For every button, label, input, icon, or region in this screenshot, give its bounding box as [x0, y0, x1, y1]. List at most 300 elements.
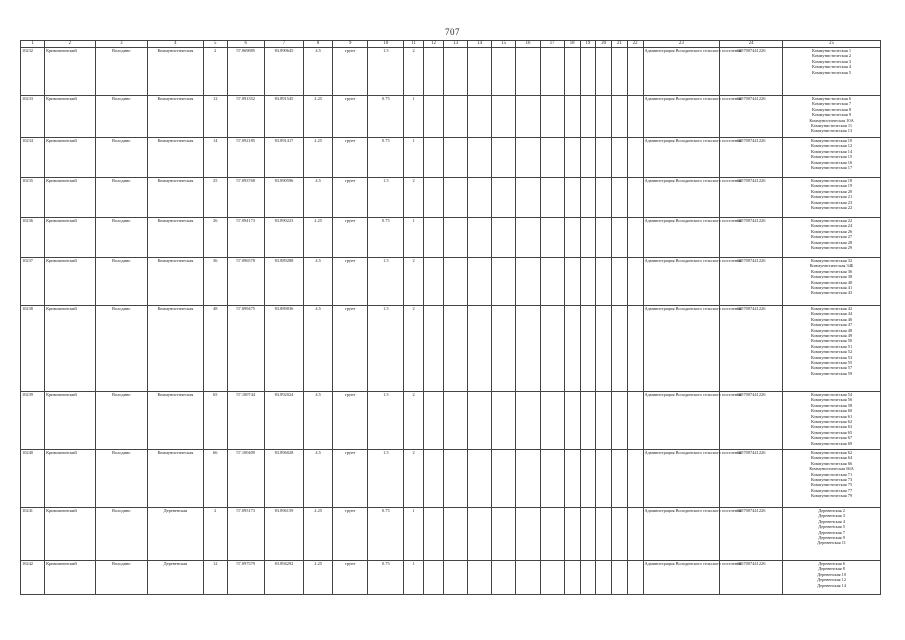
- cell-empty: [424, 218, 444, 258]
- cell-empty: [424, 450, 444, 508]
- cell-addresses: [783, 178, 881, 218]
- cell-count: 2: [404, 258, 424, 306]
- cell-house: 14: [203, 138, 227, 178]
- cell-latitude: 57.097579: [227, 561, 264, 595]
- address-line: Коммунистическая 10А: [809, 117, 854, 123]
- cell-street: Коммунистическая: [148, 450, 204, 508]
- cell-house: 2: [203, 508, 227, 561]
- cell-empty: [444, 178, 468, 218]
- cell-empty: [627, 96, 643, 138]
- cell-empty: [444, 138, 468, 178]
- address-line: Коммунистическая 61: [810, 413, 853, 419]
- cell-empty: [564, 258, 580, 306]
- cell-empty: [492, 561, 516, 595]
- table-row: [21, 258, 881, 306]
- cell-empty: [627, 258, 643, 306]
- table-row: [21, 218, 881, 258]
- address-line: Коммунистическая 62: [810, 450, 853, 455]
- cell-empty: [468, 178, 492, 218]
- cell-volume: 0.75: [368, 218, 404, 258]
- cell-empty: [564, 508, 580, 561]
- cell-addresses: [783, 508, 881, 561]
- cell-empty: [444, 450, 468, 508]
- column-number: 16: [516, 41, 540, 48]
- cell-owner: Администрация Володинского сельского поселения: [643, 258, 720, 306]
- cell-village: Володино: [95, 392, 148, 450]
- cell-empty: [596, 561, 612, 595]
- address-line: Коммунистическая 60: [810, 408, 853, 414]
- cell-empty: [580, 48, 596, 96]
- cell-empty: [596, 508, 612, 561]
- cell-id: 10234: [21, 138, 45, 178]
- cell-empty: [468, 508, 492, 561]
- cell-street: Коммунистическая: [148, 258, 204, 306]
- address-line: Коммунистическая 79: [810, 493, 853, 499]
- cell-empty: [424, 392, 444, 450]
- cell-village: Володино: [95, 306, 148, 392]
- cell-longitude: 83.890645: [264, 48, 304, 96]
- column-number: 23: [643, 41, 720, 48]
- cell-count: 1: [404, 138, 424, 178]
- cell-empty: [516, 178, 540, 218]
- address-line: Коммунистическая 62: [810, 419, 853, 425]
- cell-house: 66: [203, 450, 227, 508]
- cell-house: 65: [203, 392, 227, 450]
- address-line: Коммунистическая 16: [810, 159, 853, 165]
- cell-empty: [580, 96, 596, 138]
- cell-house: 2: [203, 48, 227, 96]
- address-line: Коммунистическая 67: [810, 435, 853, 441]
- cell-addresses: [783, 96, 881, 138]
- cell-empty: [612, 258, 628, 306]
- address-line: Коммунистическая 73: [810, 477, 853, 483]
- cell-empty: [627, 392, 643, 450]
- address-line: Коммунистическая 59: [810, 370, 853, 376]
- cell-street: Коммунистическая: [148, 178, 204, 218]
- cell-empty: [516, 96, 540, 138]
- cell-village: Володино: [95, 450, 148, 508]
- address-line: Деревенская 5: [818, 524, 845, 530]
- cell-surface: грунт: [332, 48, 368, 96]
- cell-empty: [516, 138, 540, 178]
- column-number: 4: [148, 41, 204, 48]
- cell-latitude: 57.100744: [227, 392, 264, 450]
- cell-empty: [516, 561, 540, 595]
- cell-empty: [612, 508, 628, 561]
- cell-area: 4.5: [304, 48, 332, 96]
- cell-empty: [564, 178, 580, 218]
- cell-settlement: Кривошеинский: [45, 450, 95, 508]
- column-number: 8: [304, 41, 332, 48]
- cell-house: 12: [203, 96, 227, 138]
- address-line: Коммунистическая 50: [810, 338, 853, 344]
- cell-id: 10238: [21, 306, 45, 392]
- table-row: [21, 138, 881, 178]
- column-number: 10: [368, 41, 404, 48]
- cell-empty: [596, 306, 612, 392]
- cell-settlement: Кривошеинский: [45, 178, 95, 218]
- cell-longitude: 83.894292: [264, 561, 304, 595]
- cell-village: Володино: [95, 96, 148, 138]
- address-line: Коммунистическая 69: [810, 440, 853, 446]
- address-line: Коммунистическая 10: [810, 138, 853, 143]
- cell-house: 48: [203, 306, 227, 392]
- address-line: Коммунистическая 65: [810, 429, 853, 435]
- cell-empty: [444, 96, 468, 138]
- address-line: Коммунистическая 20: [810, 188, 853, 194]
- cell-volume: 0.75: [368, 561, 404, 595]
- cell-latitude: 57.091352: [227, 96, 264, 138]
- cell-street: Коммунистическая: [148, 138, 204, 178]
- address-line: Коммунистическая 34Б: [809, 263, 854, 269]
- cell-addresses: [783, 561, 881, 595]
- cell-latitude: 57.092185: [227, 138, 264, 178]
- cell-owner: Администрация Володинского сельского поселения: [643, 96, 720, 138]
- cell-house: 12: [203, 561, 227, 595]
- cell-ogrn: 1057007441226: [720, 138, 783, 178]
- register-table: [20, 40, 881, 595]
- address-line: Коммунистическая 64: [810, 455, 853, 461]
- cell-settlement: Кривошеинский: [45, 508, 95, 561]
- cell-addresses: [783, 218, 881, 258]
- cell-id: 10235: [21, 178, 45, 218]
- cell-ogrn: 1057007441226: [720, 178, 783, 218]
- cell-empty: [612, 218, 628, 258]
- address-line: Деревенская 3: [818, 513, 845, 519]
- cell-volume: 1.5: [368, 178, 404, 218]
- cell-longitude: 83.892024: [264, 392, 304, 450]
- column-number: 21: [612, 41, 628, 48]
- cell-latitude: 57.100409: [227, 450, 264, 508]
- cell-settlement: Кривошеинский: [45, 561, 95, 595]
- cell-empty: [580, 450, 596, 508]
- cell-latitude: 57.096578: [227, 258, 264, 306]
- cell-empty: [516, 450, 540, 508]
- column-number: 12: [424, 41, 444, 48]
- cell-count: 1: [404, 218, 424, 258]
- address-line: Коммунистическая 3: [812, 58, 852, 64]
- address-line: Деревенская 4: [818, 518, 845, 524]
- cell-ogrn: 1057007441226: [720, 258, 783, 306]
- address-line: Коммунистическая 42: [810, 306, 853, 311]
- cell-empty: [468, 306, 492, 392]
- cell-empty: [612, 561, 628, 595]
- cell-empty: [468, 450, 492, 508]
- cell-empty: [580, 178, 596, 218]
- cell-empty: [580, 138, 596, 178]
- cell-empty: [468, 138, 492, 178]
- cell-empty: [627, 138, 643, 178]
- cell-empty: [492, 138, 516, 178]
- column-number: 6: [227, 41, 264, 48]
- cell-area: 4.5: [304, 392, 332, 450]
- address-line: Коммунистическая 52: [810, 349, 853, 355]
- table-row: [21, 508, 881, 561]
- cell-ogrn: 1057007441226: [720, 306, 783, 392]
- cell-empty: [468, 48, 492, 96]
- cell-id: 10233: [21, 96, 45, 138]
- column-number: 24: [720, 41, 783, 48]
- address-line: Коммунистическая 48: [810, 327, 853, 333]
- cell-empty: [596, 392, 612, 450]
- cell-empty: [627, 561, 643, 595]
- cell-addresses: [783, 306, 881, 392]
- cell-settlement: Кривошеинский: [45, 96, 95, 138]
- cell-empty: [564, 561, 580, 595]
- cell-surface: грунт: [332, 218, 368, 258]
- address-line: Деревенская 2: [818, 508, 845, 513]
- cell-area: 4.5: [304, 450, 332, 508]
- cell-empty: [540, 258, 564, 306]
- address-line: Коммунистическая 29: [810, 245, 853, 251]
- cell-empty: [612, 392, 628, 450]
- cell-house: 36: [203, 258, 227, 306]
- column-number: 5: [203, 41, 227, 48]
- address-line: Деревенская 8: [818, 566, 845, 572]
- cell-addresses: [783, 138, 881, 178]
- cell-empty: [596, 258, 612, 306]
- cell-empty: [540, 218, 564, 258]
- address-line: Коммунистическая 24: [810, 223, 853, 229]
- address-line: Деревенская 10: [817, 571, 847, 577]
- cell-empty: [492, 508, 516, 561]
- cell-longitude: 83.890596: [264, 178, 304, 218]
- address-line: Коммунистическая 28: [810, 239, 853, 245]
- address-line: Коммунистическая 4: [812, 64, 852, 70]
- cell-empty: [444, 306, 468, 392]
- cell-count: 1: [404, 96, 424, 138]
- address-line: Коммунистическая 13: [810, 128, 853, 134]
- cell-volume: 0.75: [368, 138, 404, 178]
- cell-empty: [627, 450, 643, 508]
- cell-empty: [424, 508, 444, 561]
- cell-volume: 1.5: [368, 48, 404, 96]
- cell-empty: [540, 561, 564, 595]
- cell-empty: [612, 306, 628, 392]
- address-line: Коммунистическая 18: [810, 178, 853, 183]
- cell-ogrn: 1057007441226: [720, 48, 783, 96]
- column-number: 25: [783, 41, 881, 48]
- cell-empty: [612, 48, 628, 96]
- address-line: Коммунистическая 17: [810, 165, 853, 171]
- cell-owner: Администрация Володинского сельского поселения: [643, 450, 720, 508]
- cell-empty: [627, 306, 643, 392]
- cell-count: 1: [404, 508, 424, 561]
- cell-longitude: 83.889288: [264, 258, 304, 306]
- address-line: Коммунистическая 5: [812, 69, 852, 75]
- cell-empty: [564, 138, 580, 178]
- cell-empty: [492, 218, 516, 258]
- column-number: 22: [627, 41, 643, 48]
- cell-latitude: 57.099475: [227, 306, 264, 392]
- cell-empty: [564, 96, 580, 138]
- cell-owner: Администрация Володинского сельского поселения: [643, 508, 720, 561]
- cell-volume: 1.5: [368, 392, 404, 450]
- cell-empty: [580, 306, 596, 392]
- cell-longitude: 83.889036: [264, 306, 304, 392]
- cell-owner: Администрация Володинского сельского поселения: [643, 392, 720, 450]
- address-line: Коммунистическая 1: [812, 48, 852, 53]
- table-row: [21, 450, 881, 508]
- column-number: 17: [540, 41, 564, 48]
- cell-empty: [424, 306, 444, 392]
- address-line: Коммунистическая 53: [810, 354, 853, 360]
- address-line: Коммунистическая 26: [810, 228, 853, 234]
- cell-empty: [540, 138, 564, 178]
- cell-empty: [492, 48, 516, 96]
- column-number: 20: [596, 41, 612, 48]
- address-line: Коммунистическая 40: [810, 279, 853, 285]
- cell-surface: грунт: [332, 392, 368, 450]
- cell-empty: [580, 218, 596, 258]
- cell-village: Володино: [95, 508, 148, 561]
- address-line: Коммунистическая 41: [810, 285, 853, 291]
- cell-empty: [596, 218, 612, 258]
- cell-empty: [596, 48, 612, 96]
- cell-empty: [492, 392, 516, 450]
- address-line: Деревенская 6: [818, 561, 845, 566]
- cell-house: 26: [203, 218, 227, 258]
- cell-empty: [596, 178, 612, 218]
- cell-volume: 1.5: [368, 450, 404, 508]
- cell-empty: [612, 450, 628, 508]
- address-line: Коммунистическая 22: [810, 205, 853, 211]
- address-line: Коммунистическая 21: [810, 194, 853, 200]
- cell-surface: грунт: [332, 508, 368, 561]
- cell-latitude: 57.093768: [227, 178, 264, 218]
- cell-settlement: Кривошеинский: [45, 48, 95, 96]
- cell-ogrn: 1057007441226: [720, 96, 783, 138]
- address-line: Коммунистическая 47: [810, 322, 853, 328]
- cell-empty: [516, 258, 540, 306]
- cell-street: Коммунистическая: [148, 218, 204, 258]
- cell-street: Деревенская: [148, 508, 204, 561]
- cell-empty: [580, 561, 596, 595]
- cell-settlement: Кривошеинский: [45, 392, 95, 450]
- address-line: Коммунистическая 38: [810, 274, 853, 280]
- address-line: Коммунистическая 75: [810, 482, 853, 488]
- address-line: Коммунистическая 44: [810, 311, 853, 317]
- cell-empty: [444, 392, 468, 450]
- cell-empty: [468, 392, 492, 450]
- cell-empty: [564, 392, 580, 450]
- cell-ogrn: 1057007441226: [720, 508, 783, 561]
- cell-settlement: Кривошеинский: [45, 258, 95, 306]
- cell-empty: [444, 258, 468, 306]
- cell-ogrn: 1057007441226: [720, 561, 783, 595]
- column-number: 13: [444, 41, 468, 48]
- cell-empty: [580, 508, 596, 561]
- column-number: 1: [21, 41, 45, 48]
- address-line: Коммунистическая 32: [810, 258, 853, 263]
- cell-owner: Администрация Володинского сельского поселения: [643, 178, 720, 218]
- cell-empty: [516, 306, 540, 392]
- address-line: Коммунистическая 43: [810, 290, 853, 296]
- cell-volume: 1.5: [368, 258, 404, 306]
- cell-empty: [444, 218, 468, 258]
- address-line: Коммунистическая 6: [812, 96, 852, 101]
- cell-surface: грунт: [332, 306, 368, 392]
- address-line: Коммунистическая 63: [810, 424, 853, 430]
- cell-latitude: 57.094173: [227, 218, 264, 258]
- cell-village: Володино: [95, 561, 148, 595]
- cell-settlement: Кривошеинский: [45, 138, 95, 178]
- table-row: [21, 392, 881, 450]
- cell-surface: грунт: [332, 138, 368, 178]
- address-line: Коммунистическая 66А: [809, 466, 854, 472]
- address-line: Коммунистическая 56: [810, 397, 853, 403]
- table-row: [21, 48, 881, 96]
- address-line: Коммунистическая 51: [810, 343, 853, 349]
- cell-id: 10240: [21, 450, 45, 508]
- cell-addresses: [783, 48, 881, 96]
- cell-street: Коммунистическая: [148, 392, 204, 450]
- cell-empty: [468, 96, 492, 138]
- cell-area: 2.25: [304, 96, 332, 138]
- address-line: Коммунистическая 66: [810, 460, 853, 466]
- cell-area: 2.25: [304, 508, 332, 561]
- table-row: [21, 561, 881, 595]
- cell-empty: [540, 508, 564, 561]
- cell-addresses: [783, 258, 881, 306]
- cell-owner: Администрация Володинского сельского поселения: [643, 306, 720, 392]
- cell-longitude: 83.896028: [264, 450, 304, 508]
- cell-empty: [492, 258, 516, 306]
- cell-empty: [424, 96, 444, 138]
- address-line: Коммунистическая 14: [810, 148, 853, 154]
- cell-empty: [564, 218, 580, 258]
- cell-empty: [580, 392, 596, 450]
- page-number: 707: [445, 27, 460, 37]
- cell-area: 4.5: [304, 178, 332, 218]
- cell-street: Деревенская: [148, 561, 204, 595]
- cell-id: 10242: [21, 561, 45, 595]
- cell-id: 10232: [21, 48, 45, 96]
- cell-village: Володино: [95, 48, 148, 96]
- address-line: Коммунистическая 57: [810, 365, 853, 371]
- cell-village: Володино: [95, 138, 148, 178]
- cell-empty: [627, 508, 643, 561]
- cell-ogrn: 1057007441226: [720, 450, 783, 508]
- cell-empty: [627, 48, 643, 96]
- cell-empty: [540, 96, 564, 138]
- cell-empty: [468, 218, 492, 258]
- column-number: 3: [95, 41, 148, 48]
- cell-count: 2: [404, 178, 424, 218]
- cell-addresses: [783, 450, 881, 508]
- cell-count: 2: [404, 392, 424, 450]
- address-line: Коммунистическая 12: [810, 143, 853, 149]
- cell-volume: 0.75: [368, 508, 404, 561]
- cell-ogrn: 1057007441226: [720, 392, 783, 450]
- column-number: 11: [404, 41, 424, 48]
- cell-owner: Администрация Володинского сельского поселения: [643, 218, 720, 258]
- cell-area: 2.25: [304, 218, 332, 258]
- cell-empty: [516, 218, 540, 258]
- column-number: 15: [492, 41, 516, 48]
- cell-empty: [492, 306, 516, 392]
- address-line: Коммунистическая 71: [810, 471, 853, 477]
- address-line: Коммунистическая 55: [810, 360, 853, 366]
- cell-empty: [540, 48, 564, 96]
- cell-empty: [612, 96, 628, 138]
- cell-street: Коммунистическая: [148, 96, 204, 138]
- cell-empty: [596, 96, 612, 138]
- cell-count: 2: [404, 48, 424, 96]
- cell-empty: [612, 138, 628, 178]
- cell-surface: грунт: [332, 96, 368, 138]
- address-line: Деревенская 14: [817, 582, 847, 588]
